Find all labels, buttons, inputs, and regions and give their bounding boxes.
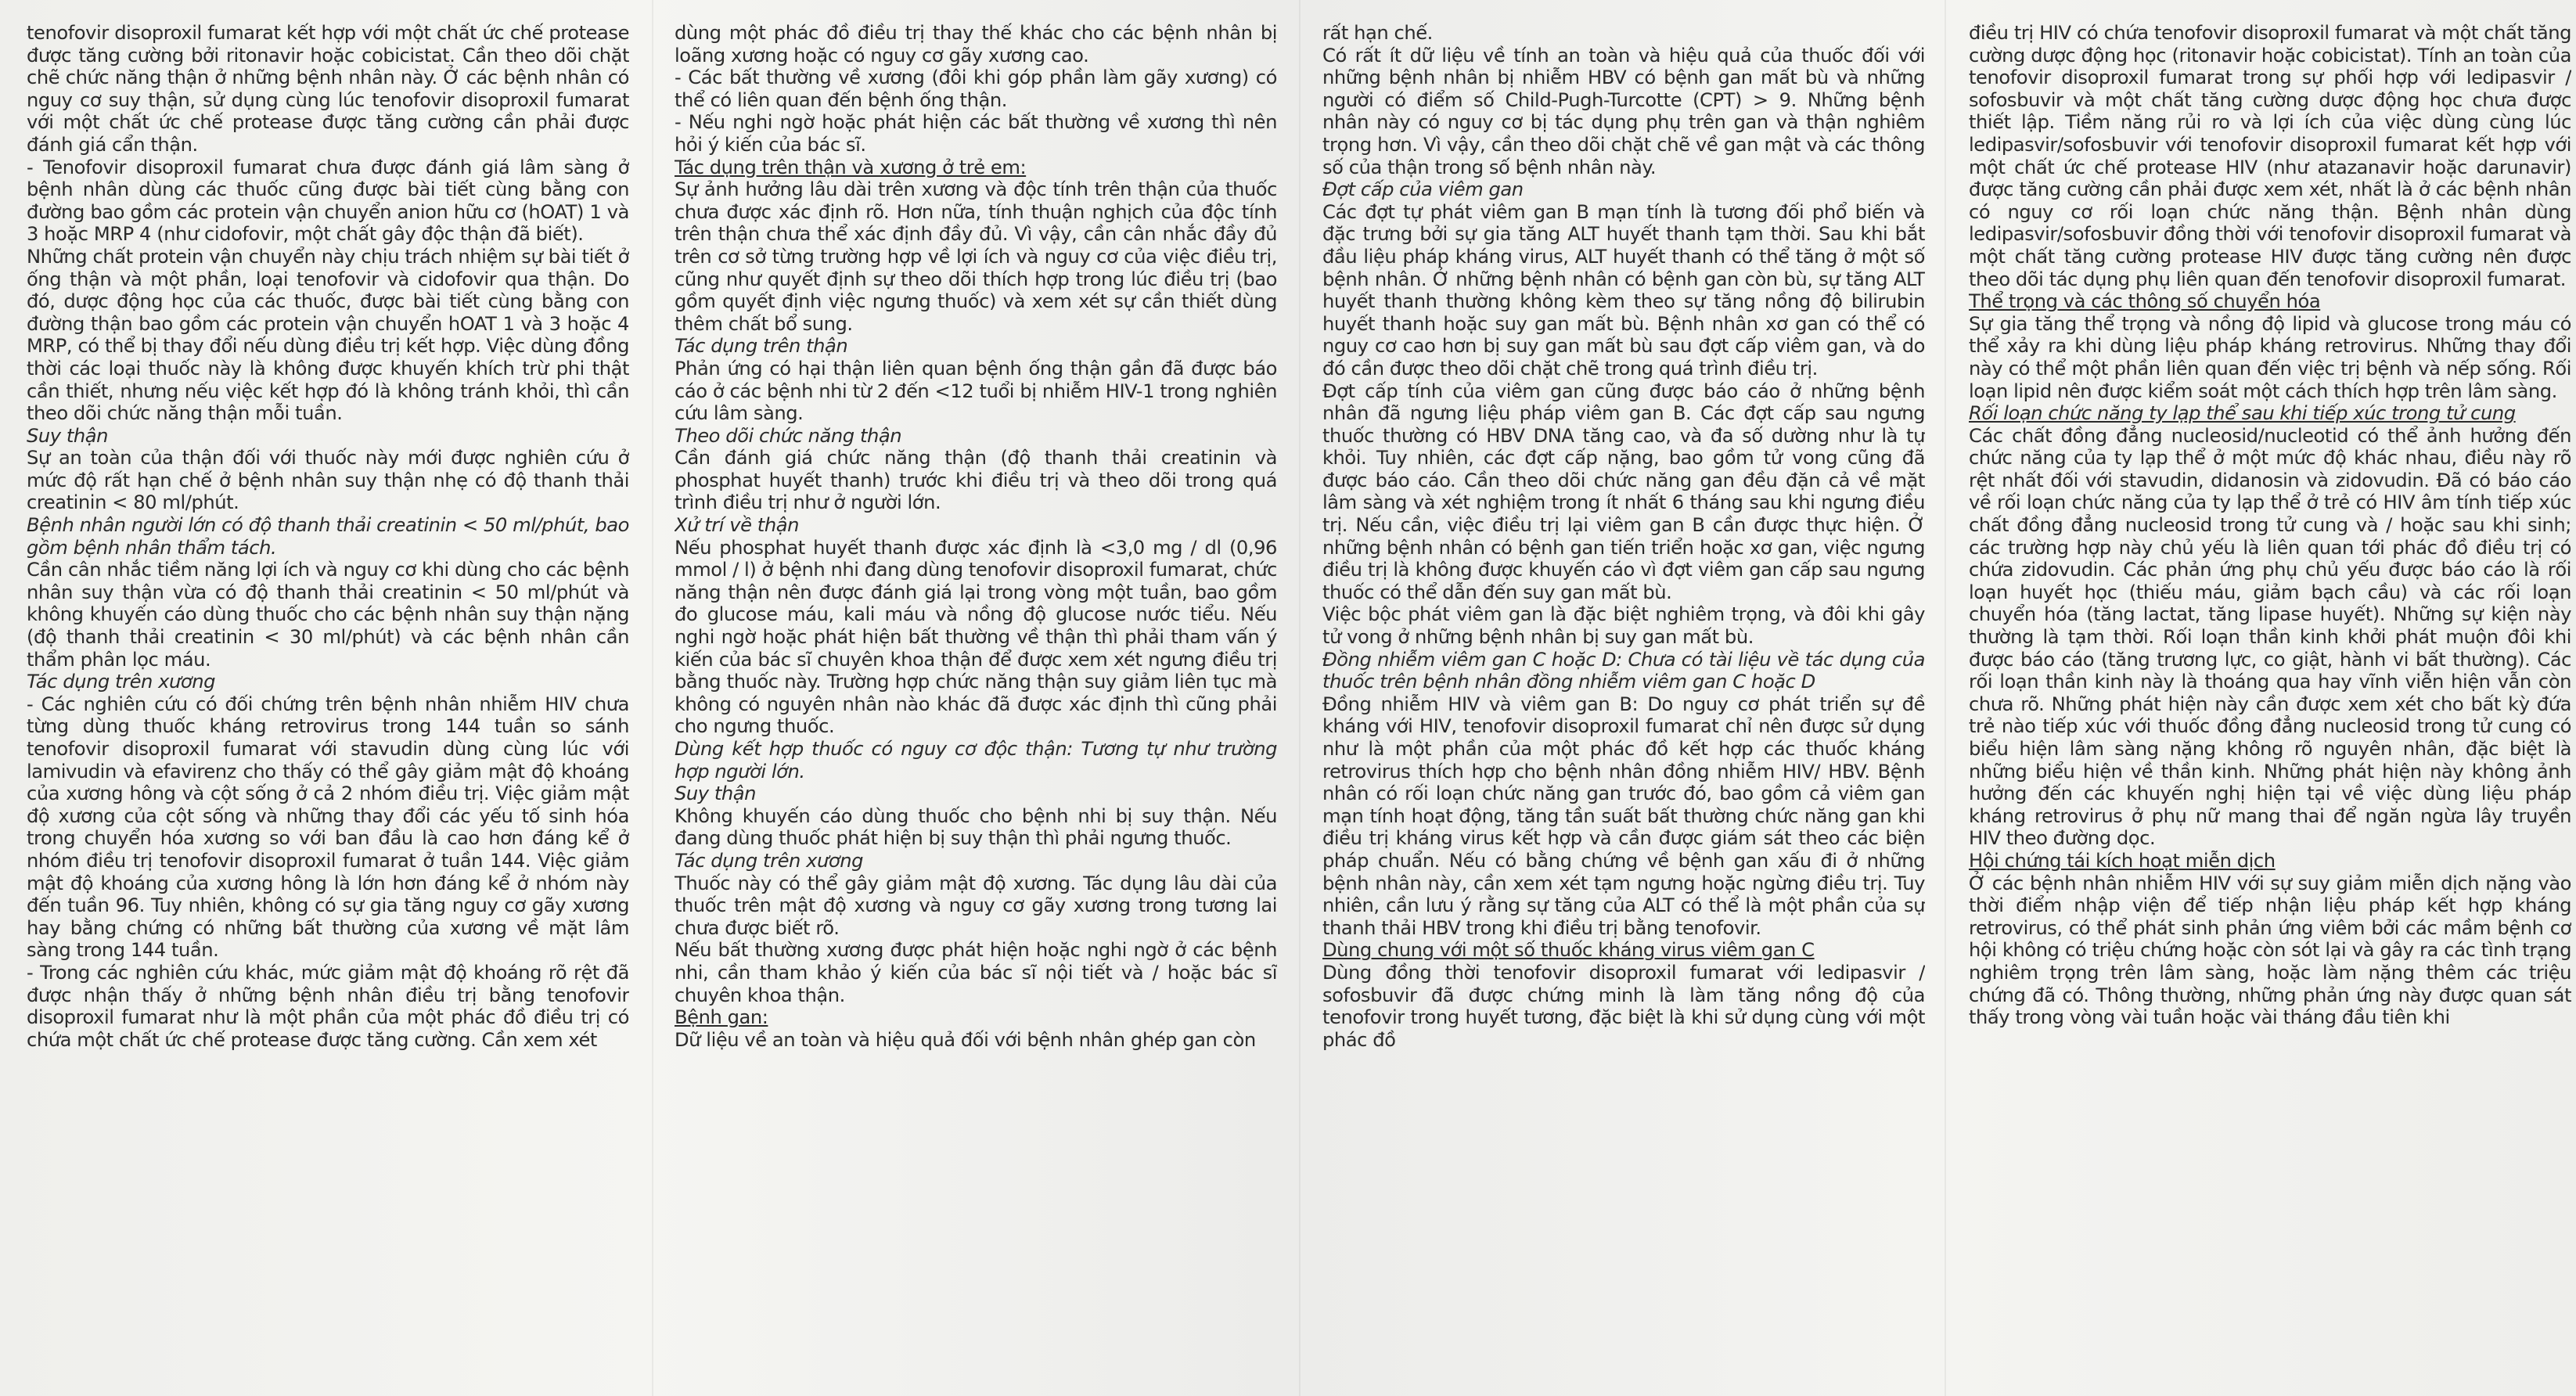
- paragraph: Cần cân nhắc tiềm năng lợi ích và nguy cơ khi dùng cho các bệnh nhân suy thận vừa có độ thanh thải creatinin < 50 ml/phút và không khuyến cáo dùng thuốc cho các bệnh nhân suy thận nặng (độ thanh thải creatinin < 30 ml/phút) và các bệnh nhân cần thẩm phân lọc máu.: [27, 559, 629, 671]
- section-heading: Tác dụng trên thận: [675, 335, 848, 358]
- paper-fold: [1299, 0, 1301, 1396]
- paragraph: - Các nghiên cứu có đối chứng trên bệnh nhân nhiễm HIV chưa từng dùng thuốc kháng retrovirus trong 144 tuần so sánh tenofovir disoproxil fumarat với stavudin dùng cùng lúc với lamivudin và efavirenz cho thấy có thể gây giảm mật độ khoáng của xương hông và cột sống ở cả 2 nhóm điều trị. Việc giảm mật độ xương của cột sống và những thay đổi các yếu tố sinh hóa trong chuyển hóa xương so với ban đầu là cao hơn đáng kể ở nhóm điều trị tenofovir disoproxil fumarat ở tuần 144. Việc giảm mật độ khoáng của xương hông là lớn hơn đáng kể ở nhóm này đến tuần 96. Tuy nhiên, không có sự gia tăng nguy cơ gãy xương hay bằng chứng có những bất thường của xương về mặt lâm sàng trong 144 tuần.: [27, 693, 629, 962]
- paragraph: rất hạn chế.: [1322, 22, 1433, 44]
- section-heading: Đồng nhiễm viêm gan C hoặc D: Chưa có tài liệu về tác dụng của thuốc trên bệnh nhân đồng nhiễm viêm gan C hoặc D: [1322, 648, 1925, 693]
- section-heading: Tác dụng trên thận và xương ở trẻ em:: [675, 156, 1027, 178]
- paragraph: Đồng nhiễm HIV và viêm gan B: Do nguy cơ phát triển sự đề kháng với HIV, tenofovir disoproxil fumarat chỉ nên được sử dụng như là một phần của một phác đồ kết hợp các thuốc kháng retrovirus thích hợp cho bệnh nhân đồng nhiễm HIV/ HBV. Bệnh nhân có rối loạn chức năng gan trước đó, bao gồm cả viêm gan mạn tính hoạt động, tăng tần suất bất thường chức năng gan khi điều trị kháng virus kết hợp và cần được giám sát theo các biện pháp chuẩn. Nếu có bằng chứng về bệnh gan xấu đi ở những bệnh nhân này, cần xem xét tạm ngưng hoặc ngừng điều trị. Tuy nhiên, cần lưu ý rằng sự tăng của ALT có thể là một phần của sự thanh thải HBV trong khi điều trị bằng tenofovir.: [1322, 693, 1925, 939]
- section-heading: Đợt cấp của viêm gan: [1322, 178, 1524, 201]
- paragraph: Đợt cấp tính của viêm gan cũng được báo cáo ở những bệnh nhân đã ngưng liệu pháp viêm gan B. Các đợt cấp sau ngưng thuốc thường có HBV DNA tăng cao, và đa số dường như là tự khỏi. Tuy nhiên, các đợt cấp nặng, bao gồm tử vong cũng đã được báo cáo. Cần theo dõi chức năng gan đều đặn cả về mặt lâm sàng và xét nghiệm trong ít nhất 6 tháng sau khi ngưng điều trị. Nếu cần, việc điều trị lại viêm gan B cần được thực hiện. Ở những bệnh nhân có bệnh gan tiến triển hoặc xơ gan, việc ngưng điều trị là không được khuyến cáo vì đợt viêm gan cấp sau ngưng thuốc có thể dẫn đến suy gan mất bù.: [1322, 380, 1925, 603]
- paragraph: - Nếu nghi ngờ hoặc phát hiện các bất thường về xương thì nên hỏi ý kiến của bác sĩ.: [675, 111, 1277, 156]
- section-heading: Tác dụng trên xương: [675, 849, 864, 872]
- text-column-1: [27, 22, 629, 1383]
- paragraph: Dữ liệu về an toàn và hiệu quả đối với bệnh nhân ghép gan còn: [675, 1028, 1256, 1051]
- text-column-3: [1322, 22, 1925, 1383]
- section-heading: Rối loạn chức năng ty lạp thể sau khi tiếp xúc trong tử cung: [1969, 402, 2516, 425]
- paragraph: Không khuyến cáo dùng thuốc cho bệnh nhi bị suy thận. Nếu đang dùng thuốc phát hiện bị suy thận thì phải ngưng thuốc.: [675, 804, 1277, 850]
- paragraph: Sự an toàn của thận đối với thuốc này mới được nghiên cứu ở mức độ rất hạn chế ở bệnh nhân suy thận nhẹ có độ thanh thải creatinin < 80 ml/phút.: [27, 447, 629, 514]
- paragraph: Có rất ít dữ liệu về tính an toàn và hiệu quả của thuốc đối với những bệnh nhân bị nhiễm HBV có bệnh gan mất bù và những người có điểm số Child-Pugh-Turcotte (CPT) > 9. Những bệnh nhân này có nguy cơ bị tác dụng phụ trên gan và thận nghiêm trọng hơn. Vì vậy, cần theo dõi chặt chẽ về gan mật và các thông số của thận trong số bệnh nhân này.: [1322, 44, 1925, 178]
- section-heading: Tác dụng trên xương: [27, 671, 216, 693]
- paragraph: Sự gia tăng thể trọng và nồng độ lipid và glucose trong máu có thể xảy ra khi dùng liệu pháp kháng retrovirus. Những thay đổi này có thể một phần liên quan đến việc trị bệnh và nếp sống. Rối loạn lipid nên được kiểm soát một cách thích hợp trên lâm sàng.: [1969, 312, 2571, 402]
- paragraph: Nếu phosphat huyết thanh được xác định là <3,0 mg / dl (0,96 mmol / l) ở bệnh nhi đang dùng tenofovir disoproxil fumarat, chức năng thận nên được đánh giá lại trong vòng một tuần, bao gồm đo glucose máu, kali máu và nồng độ glucose nước tiểu. Nếu nghi ngờ hoặc phát hiện bất thường về thận thì phải tham vấn ý kiến của bác sĩ chuyên khoa thận để được xem xét ngưng điều trị bằng thuốc này. Trường hợp chức năng thận suy giảm liên tục mà không có nguyên nhân nào khác đã được xác định thì cũng phải cho ngưng thuốc.: [675, 536, 1277, 738]
- paragraph: - Trong các nghiên cứu khác, mức giảm mật độ khoáng rõ rệt đã được nhận thấy ở những bệnh nhân điều trị bằng tenofovir disoproxil fumarat như là một phần của một phác đồ điều trị có chứa một chất ức chế protease được tăng cường. Cần xem xét: [27, 961, 629, 1051]
- section-heading: Bệnh nhân người lớn có độ thanh thải creatinin < 50 ml/phút, bao gồm bệnh nhân thẩm tách.: [27, 514, 629, 559]
- text-column-4: [1969, 22, 2571, 1383]
- paragraph: - Các bất thường về xương (đôi khi góp phần làm gãy xương) có thể có liên quan đến bệnh ống thận.: [675, 67, 1277, 111]
- paragraph: Phản ứng có hại thận liên quan bệnh ống thận gần đã được báo cáo ở các bệnh nhi từ 2 đến <12 tuổi bị nhiễm HIV-1 trong nghiên cứu lâm sàng.: [675, 357, 1277, 425]
- section-heading: Thể trọng và các thông số chuyển hóa: [1969, 290, 2321, 313]
- paragraph: tenofovir disoproxil fumarat kết hợp với một chất ức chế protease được tăng cường bởi ritonavir hoặc cobicistat. Cần theo dõi chặt chẽ chức năng thận ở những bệnh nhân này. Ở các bệnh nhân có nguy cơ suy thận, sử dụng cùng lúc tenofovir disoproxil fumarat với một chất ức chế protease được tăng cường cần phải được đánh giá cẩn thận.: [27, 22, 629, 156]
- paragraph: Việc bộc phát viêm gan là đặc biệt nghiêm trọng, và đôi khi gây tử vong ở những bệnh nhân bị suy gan mất bù.: [1322, 603, 1925, 649]
- section-heading: Xử trí về thận: [675, 514, 799, 537]
- paper-fold: [1945, 0, 1946, 1396]
- section-heading: Suy thận: [675, 783, 757, 805]
- paragraph: Thuốc này có thể gây giảm mật độ xương. Tác dụng lâu dài của thuốc trên mật độ xương và nguy cơ gãy xương trong tương lai chưa được biết rõ.: [675, 872, 1277, 939]
- text-column-2: [675, 22, 1277, 1383]
- paragraph: Các chất đồng đẳng nucleosid/nucleotid có thể ảnh hưởng đến chức năng của ty lạp thể ở một mức độ khác nhau, điều này rõ rệt nhất đối với stavudin, didanosin và zidovudin. Đã có báo cáo về rối loạn chức năng của ty lạp thể ở trẻ có HIV âm tính tiếp xúc chất đồng đẳng nucleosid trong tử cung và / hoặc sau khi sinh; các trường hợp này chủ yếu là liên quan tới phác đồ điều trị có chứa zidovudin. Các phản ứng phụ chủ yếu được báo cáo là rối loạn huyết học (thiếu máu, giảm bạch cầu) và các rối loạn chuyển hóa (tăng lactat, tăng lipase huyết). Những sự kiện này thường là tạm thời. Rối loạn thần kinh khởi phát muộn đôi khi được báo cáo (tăng trương lực, co giật, hành vi bất thường). Các rối loạn thần kinh này là thoáng qua hay vĩnh viễn hiện vẫn còn chưa rõ. Những phát hiện này cần được xem xét cho bất kỳ đứa trẻ nào tiếp xúc với thuốc đồng đẳng nucleosid trong tử cung có biểu hiện lâm sàng nặng không rõ nguyên nhân, đặc biệt là những biểu hiện về thần kinh. Những phát hiện này không ảnh hưởng đến các khuyến nghị hiện tại về việc dùng liệu pháp kháng retrovirus ở phụ nữ mang thai để ngăn ngừa lây truyền HIV theo đường dọc.: [1969, 424, 2571, 850]
- section-heading: Dùng chung với một số thuốc kháng virus viêm gan C: [1322, 939, 1815, 962]
- section-heading: Hội chứng tái kích hoạt miễn dịch: [1969, 849, 2276, 872]
- paragraph: Những chất protein vận chuyển này chịu trách nhiệm sự bài tiết ở ống thận và một phần, loại tenofovir và cidofovir qua thận. Do đó, dược động học của các thuốc, được bài tiết cùng bằng con đường thận bao gồm các protein vận chuyển hOAT 1 và 3 hoặc 4 MRP, có thể bị thay đổi nếu dùng điều trị kết hợp. Việc dùng đồng thời các loại thuốc này là không được khuyến khích trừ phi thật cần thiết, nhưng nếu việc kết hợp đó là không tránh khỏi, thì cần theo dõi chức năng thận mỗi tuần.: [27, 245, 629, 425]
- paragraph: - Tenofovir disoproxil fumarat chưa được đánh giá lâm sàng ở bệnh nhân dùng các thuốc cũng được bài tiết cùng bằng con đường bao gồm các protein vận chuyển anion hữu cơ (hOAT) 1 và 3 hoặc MRP 4 (như cidofovir, một chất gây độc thận đã biết).: [27, 156, 629, 246]
- paragraph: Sự ảnh hưởng lâu dài trên xương và độc tính trên thận của thuốc chưa được xác định rõ. Hơn nữa, tính thuận nghịch của độc tính trên thận chưa thể xác định đầy đủ. Vì vậy, cần cân nhắc đầy đủ trên cơ sở từng trường hợp về lợi ích và nguy cơ của việc điều trị, cũng như quyết định sự theo dõi thích hợp trong lúc điều trị (bao gồm quyết định việc ngưng thuốc) và xem xét sự cần thiết dùng thêm chất bổ sung.: [675, 178, 1277, 335]
- paragraph: dùng một phác đồ điều trị thay thế khác cho các bệnh nhân bị loãng xương hoặc có nguy cơ gãy xương cao.: [675, 22, 1277, 67]
- paragraph: Ở các bệnh nhân nhiễm HIV với sự suy giảm miễn dịch nặng vào thời điểm nhập viện để tiếp nhận liệu pháp kết hợp kháng retrovirus, có thể phát sinh phản ứng viêm bởi các mầm bệnh cơ hội không có triệu chứng hoặc còn sót lại và gây ra các tình trạng nghiêm trọng trên lâm sàng, hoặc làm nặng thêm các triệu chứng đã có. Thông thường, những phản ứng này được quan sát thấy trong vòng vài tuần hoặc vài tháng đầu tiên khi: [1969, 872, 2571, 1029]
- paragraph: điều trị HIV có chứa tenofovir disoproxil fumarat và một chất tăng cường dược động học (ritonavir hoặc cobicistat). Tính an toàn của tenofovir disoproxil fumarat trong sự phối hợp với ledipasvir / sofosbuvir và một chất tăng cường dược động học chưa được thiết lập. Tiềm năng rủi ro và lợi ích của việc dùng cùng lúc ledipasvir/sofosbuvir với tenofovir disoproxil fumarat kết hợp với một chất ức chế protease HIV (như atazanavir hoặc darunavir) được tăng cường cần phải được xem xét, nhất là ở các bệnh nhân có nguy cơ rối loạn chức năng thận. Bệnh nhân dùng ledipasvir/sofosbuvir đồng thời với tenofovir disoproxil fumarat và một chất tăng cường protease HIV được tăng cường nên được theo dõi tác dụng phụ liên quan đến tenofovir disoproxil fumarat.: [1969, 22, 2571, 290]
- paragraph: Các đợt tự phát viêm gan B mạn tính là tương đối phổ biến và đặc trưng bởi sự gia tăng ALT huyết thanh tạm thời. Sau khi bắt đầu liệu pháp kháng virus, ALT huyết thanh có thể tăng ở một số bệnh nhân. Ở những bệnh nhân có bệnh gan còn bù, sự tăng ALT huyết thanh thường không kèm theo sự tăng nồng độ bilirubin huyết thanh hoặc suy gan mất bù. Bệnh nhân xơ gan có thể có nguy cơ cao hơn bị suy gan mất bù sau đợt cấp viêm gan, và do đó cần được theo dõi chặt chẽ trong quá trình điều trị.: [1322, 200, 1925, 380]
- section-heading: Theo dõi chức năng thận: [675, 424, 902, 447]
- paper-fold: [652, 0, 653, 1396]
- paragraph: Nếu bất thường xương được phát hiện hoặc nghi ngờ ở các bệnh nhi, cần tham khảo ý kiến của bác sĩ nội tiết và / hoặc bác sĩ chuyên khoa thận.: [675, 939, 1277, 1006]
- paragraph: Dùng đồng thời tenofovir disoproxil fumarat với ledipasvir / sofosbuvir đã được chứng minh là làm tăng nồng độ của tenofovir trong huyết tương, đặc biệt là khi sử dụng cùng với một phác đồ: [1322, 961, 1925, 1051]
- section-heading: Suy thận: [27, 424, 109, 447]
- section-heading: Dùng kết hợp thuốc có nguy cơ độc thận: Tương tự như trường hợp người lớn.: [675, 738, 1277, 783]
- section-heading: Bệnh gan:: [675, 1006, 768, 1029]
- paragraph: Cần đánh giá chức năng thận (độ thanh thải creatinin và phosphat huyết thanh) trước khi điều trị và theo dõi trong quá trình điều trị như ở người lớn.: [675, 447, 1277, 514]
